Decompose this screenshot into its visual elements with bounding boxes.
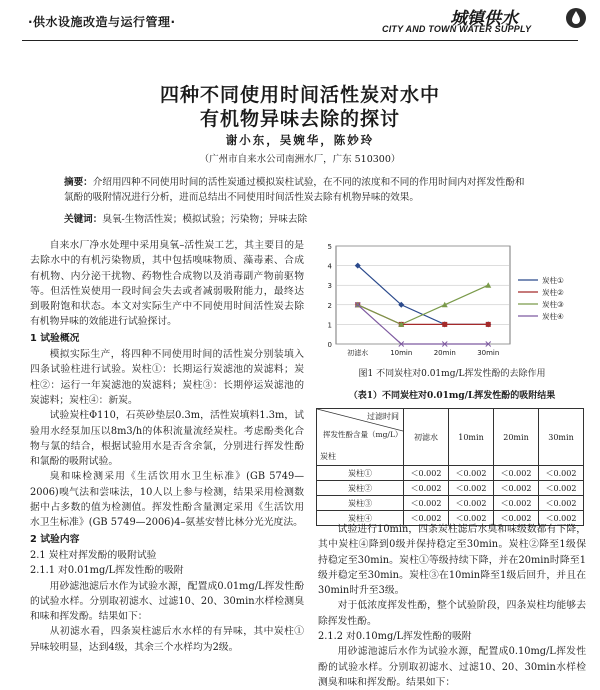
abstract-text: 介绍用四种不同使用时间的活性炭通过模拟炭柱试验，在不同的浓度和不同的作用时间内对挥发性酚和氯酚的吸附情况进行分析，进而总结出不同使用时间活性炭去除有机物异味的效果。 (64, 177, 525, 203)
table-cell: ＜0.002 (449, 496, 494, 511)
results-table (316, 408, 584, 526)
table-header-row (317, 409, 584, 466)
journal-column-name: ·供水设施改造与运行管理· (28, 15, 176, 29)
left-column (30, 238, 304, 655)
keywords-text: 臭氧-生物活性炭；模拟试验；污染物；异味去除 (102, 214, 308, 225)
table-cell: ＜0.002 (404, 496, 449, 511)
section-heading-2: 2 试验内容 (30, 533, 80, 545)
header-metric-label: 挥发性酚含量（mg/L） (323, 430, 403, 439)
table-cell: ＜0.002 (494, 466, 539, 481)
subsection-heading-2-1-2: 2.1.2 对0.10mg/L挥发性酚的吸附 (318, 631, 472, 643)
column-header: 20min (494, 409, 539, 466)
table-row (317, 481, 584, 496)
table-cell: ＜0.002 (404, 481, 449, 496)
row-label: 炭柱③ (317, 496, 404, 511)
y-tick-label: 1 (327, 321, 332, 330)
plot-frame (336, 246, 510, 344)
logo-chinese-title: 城镇供水 (450, 9, 518, 29)
abstract-label: 摘要： (64, 177, 93, 188)
series-line (358, 266, 489, 325)
subsection-heading-2-1-1: 2.1.1 对0.01mg/L挥发性酚的吸附 (30, 565, 184, 577)
table-cell: ＜0.002 (539, 496, 584, 511)
data-point (442, 302, 448, 308)
logo-english-title: CITY AND TOWN WATER SUPPLY (382, 24, 532, 34)
legend-label: 炭柱② (542, 288, 564, 297)
paragraph-setup: 模拟实际生产，将四种不同使用时间的活性炭分别装填入四条试验柱进行试验。炭柱①：长期运行炭滤池的炭滤料；炭柱②：运行一年炭滤池的炭滤料；炭柱③：长期停运炭滤池的炭滤料；炭柱④：新炭。 (30, 349, 304, 406)
x-tick-label: 10min (390, 349, 413, 357)
row-label: 炭柱④ (317, 511, 404, 526)
paragraph-initial-result: 从初滤水看，四条炭柱滤后水水样的有异味，其中炭柱①异味较明显，达到4级，其余三个水样均为2级。 (30, 626, 304, 653)
y-tick-label: 2 (327, 301, 332, 310)
x-tick-label: 20min (433, 349, 456, 357)
article-title-line-2: 有机物异味去除的探讨 (199, 108, 400, 130)
legend-label: 炭柱③ (542, 300, 564, 309)
header-time-label: 过滤时间 (367, 412, 399, 421)
water-drop-emblem-icon (564, 6, 588, 30)
y-tick-label: 4 (327, 262, 332, 271)
y-tick-label: 0 (327, 341, 332, 349)
paragraph-low-conc-conclusion: 对于低浓度挥发性酚，整个试验阶段，四条炭柱均能够去除挥发性酚。 (318, 600, 586, 627)
header-rule (22, 40, 578, 41)
table-cell: ＜0.002 (539, 511, 584, 526)
table-diagonal-header (317, 409, 404, 466)
table-row (317, 496, 584, 511)
right-column (318, 522, 586, 690)
table-row (317, 466, 584, 481)
line-chart (314, 240, 586, 362)
column-header: 初滤水 (404, 409, 449, 466)
x-tick-label: 初滤水 (347, 349, 369, 357)
table-cell: ＜0.002 (404, 466, 449, 481)
column-header: 30min (539, 409, 584, 466)
table-cell: ＜0.002 (404, 511, 449, 526)
table-cell: ＜0.002 (539, 466, 584, 481)
table-cell: ＜0.002 (449, 466, 494, 481)
abstract (64, 175, 534, 205)
paragraph-intro: 自来水厂净水处理中采用臭氧–活性炭工艺，其主要目的是去除水中的有机污染物质，其中包括嗅味物质、藻毒素、合成有机物、内分泌干扰物、药物性合成物以及消毒副产物前驱物等。但活性炭使用一段时间会失去或者减弱吸附能力，最终达到吸附饱和状态。本文对实际生产中不同使用时间活性炭去除有机物异味的效能进行试验探讨。 (30, 240, 304, 328)
article-title-line-1: 四种不同使用时间活性炭对水中 (159, 84, 440, 106)
subsection-heading-2-1: 2.1 炭柱对挥发酚的吸附试验 (30, 549, 157, 561)
table-caption: （表1）不同炭柱对0.01mg/L挥发性酚的吸附结果 (348, 391, 556, 401)
table-cell: ＜0.002 (539, 481, 584, 496)
journal-logo (382, 4, 562, 42)
y-tick-label: 5 (327, 243, 332, 251)
paragraph-odor-result: 试验进行10min，四条炭柱滤后水臭和味级数都有下降，其中炭柱④降到0级并保持稳定至30min。炭柱②降至1级保持稳定至30min。炭柱①等级持续下降，并在20min时降至1级并稳定至30min。炭柱③在10min降至1级后回升，并且在30min时升至3级。 (318, 524, 586, 597)
data-point (442, 322, 447, 327)
figure-caption: 图1 不同炭柱对0.01mg/L挥发性酚的去除作用 (358, 369, 546, 379)
column-header: 10min (449, 409, 494, 466)
paragraph-column-params: 试验炭柱Φ110，石英砂垫层0.3m，活性炭填料1.3m，试验用水经泵加压以8m3/h的体积流量流经炭柱。考虑酚类化合物与氯的结合，根据试验用水是否含余氯，分别进行挥发性酚和氯酚的吸附试验。 (30, 410, 304, 468)
data-point (486, 322, 491, 327)
section-heading-1: 1 试验概况 (30, 332, 80, 344)
row-label: 炭柱② (317, 481, 404, 496)
table-cell: ＜0.002 (494, 481, 539, 496)
article-authors: 谢小东，吴婉华，陈妙玲 (225, 133, 375, 147)
header-column-label: 炭柱 (320, 452, 336, 461)
table-cell: ＜0.002 (449, 481, 494, 496)
y-tick-label: 3 (327, 282, 332, 291)
row-label: 炭柱① (317, 466, 404, 481)
table-cell: ＜0.002 (449, 511, 494, 526)
table-cell: ＜0.002 (494, 496, 539, 511)
legend-label: 炭柱① (542, 276, 564, 285)
table-cell: ＜0.002 (494, 511, 539, 526)
keywords (64, 211, 534, 225)
paragraph-method: 用砂滤池滤后水作为试验水源，配置成0.01mg/L挥发性酚的试验水样。分别取初滤水、过滤10、20、30min水样检测臭和味和挥发酚。结果如下： (30, 580, 304, 623)
x-tick-label: 30min (477, 349, 500, 357)
keywords-label: 关键词： (64, 214, 103, 225)
article-affiliation: （广州市自来水公司南洲水厂，广东 510300） (199, 154, 401, 165)
paragraph-detection: 臭和味检测采用《生活饮用水卫生标准》(GB 5749—2006)嗅气法和尝味法，10人以上参与检测，结果采用检测数据中占多数的值为检测值。挥发性酚含量测定采用《生活饮用水卫生标准》(GB 5749—2006)4–氨基安替比林分光光度法。 (30, 471, 304, 529)
paragraph-method-2: 用砂滤池滤后水作为试验水源，配置成0.10mg/L挥发性酚的试验水样。分别取初滤水、过滤10、20、30min水样检测臭和味和挥发酚。结果如下： (318, 646, 586, 688)
legend-label: 炭柱④ (542, 312, 564, 321)
